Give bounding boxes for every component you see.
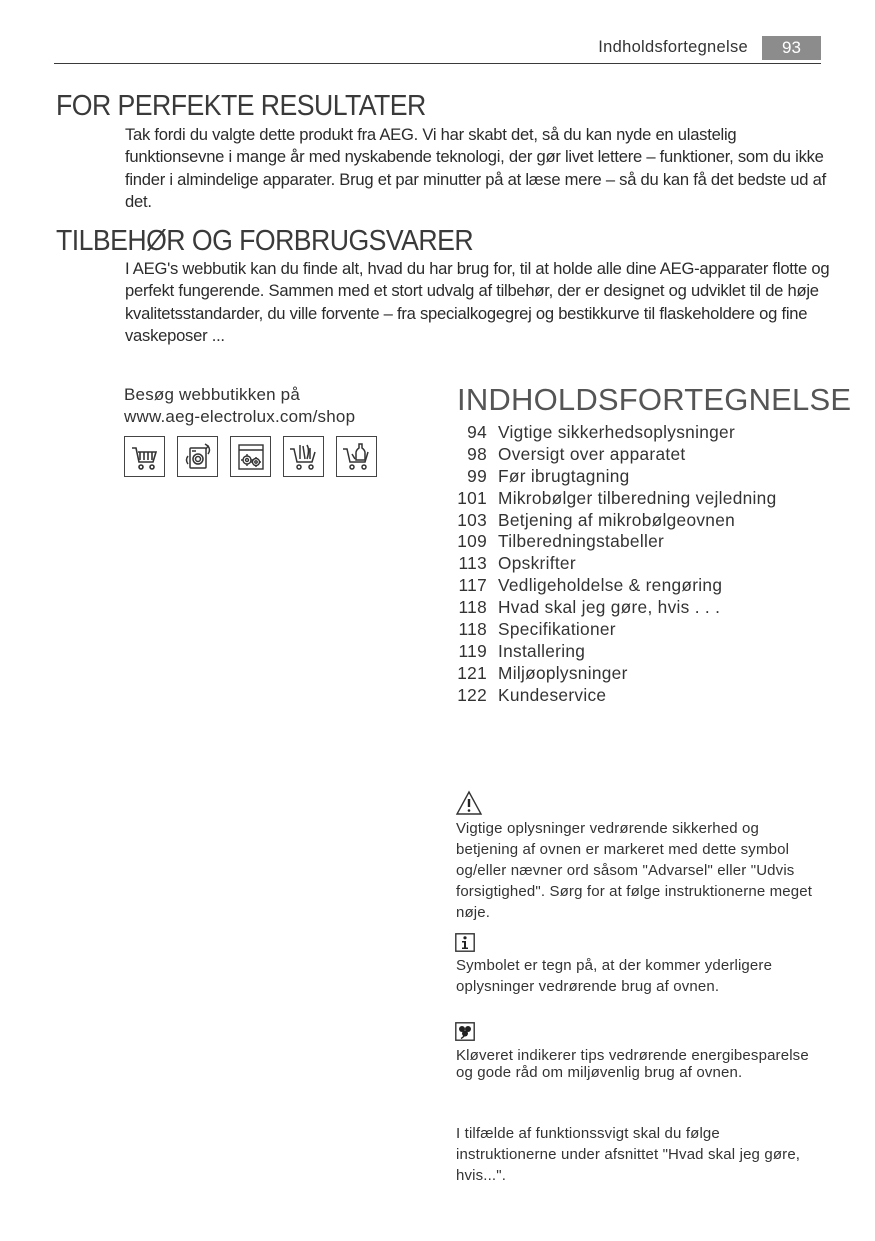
shopping-cart-icon [124,436,165,477]
toc-entry[interactable] [452,510,777,532]
section-body-accessories: I AEG's webbutik kan du finde alt, hvad du har brug for, til at holde alle dine AEG-apparater flotte og perfekt fungerende. Sammen med et stort udvalg af tilbehør, der er designet og udviklet til de høje kvalitetsstandarder, du ville forvente – fra specialkogegrej og bestikkurve til flaskeholdere og fine vaskeposer ... [125,259,830,345]
toc-label: Vigtige sikkerhedsoplysninger [498,422,736,442]
header-title: Indholdsfortegnelse [598,38,748,56]
toc-page-number: 119 [458,640,487,661]
toc-page-number: 103 [457,509,487,530]
toc-page-number: 98 [467,443,487,464]
toc-label: Miljøoplysninger [498,662,628,683]
info-note: Symbolet er tegn på, at der kommer yderligere oplysninger vedrørende brug af ovnen. [456,957,773,995]
warning-note: Vigtige oplysninger vedrørende sikkerhed og betjening af ovnen er markeret med dette symbol og/eller nævner ord såsom "Advarsel" eller "Udvis forsigtighed". Sørg for at følge instruktionerne meget nøje. [456,820,813,921]
toc-entry[interactable] [452,597,777,619]
section-heading-results: FOR PERFEKTE RESULTATER [56,90,426,122]
toc-title: INDHOLDSFORTEGNELSE [457,382,852,417]
washing-machine-icon [177,436,218,477]
toc-page-number: 117 [458,575,487,596]
toc-entry[interactable] [452,619,777,641]
toc-label: Betjening af mikrobølgeovnen [498,509,736,530]
toc-entry[interactable] [452,575,777,597]
malfunction-note: I tilfælde af funktionssvigt skal du følge instruktionerne under afsnittet "Hvad skal jeg gøre, hvis...". [456,1125,801,1184]
toc-page-number: 113 [458,553,487,574]
toc-page-number: 122 [457,684,487,705]
toc-page-number: 121 [457,662,487,683]
toc-page-number: 101 [457,487,487,508]
bottle-cart-icon [336,436,377,477]
toc-entry[interactable] [452,466,777,488]
section-body-results: Tak fordi du valgte dette produkt fra AEG. Vi har skabt det, så du kan nyde en ulastelig funktionsevne i mange år med nyskabende teknologi, der gør livet lettere – funktioner, som du ikke finder i almindelige apparater. Brug et par minutter på at læse mere – så du kan få det bedste ud af det. [125,125,826,211]
toc-label: Mikrobølger tilberedning vejledning [498,487,777,508]
page-number: 93 [762,36,821,60]
toc-list [452,422,777,707]
toc-label: Kundeservice [498,684,607,705]
shop-icons [124,436,377,477]
toc-entry[interactable] [452,422,777,444]
eco-note: Kløveret indikerer tips vedrørende energibesparelse og gode råd om miljøvenlig brug af ovnen. [456,1047,809,1081]
clover-icon [455,1022,475,1046]
toc-page-number: 94 [467,422,487,442]
shop-url[interactable]: www.aeg-electrolux.com/shop [124,407,356,426]
toc-label: Hvad skal jeg gøre, hvis . . . [498,597,721,618]
shop-visit-text [124,384,355,428]
toc-label: Før ibrugtagning [498,465,630,486]
toc-page-number: 109 [457,531,487,552]
toc-page-number: 99 [467,465,487,486]
oven-settings-icon [230,436,271,477]
toc-entry[interactable] [452,685,777,707]
toc-entry[interactable] [452,553,777,575]
shop-line-1: Besøg webbutikken på [124,385,300,404]
toc-entry[interactable] [452,488,777,510]
toc-label: Specifikationer [498,619,616,640]
toc-entry[interactable] [452,531,777,553]
toc-label: Tilberedningstabeller [498,531,665,552]
toc-label: Oversigt over apparatet [498,443,686,464]
warning-icon [455,790,483,821]
toc-entry[interactable] [452,663,777,685]
info-icon [455,933,475,957]
toc-entry[interactable] [452,444,777,466]
toc-entry[interactable] [452,641,777,663]
toc-page-number: 118 [458,619,487,640]
section-heading-accessories: TILBEHØR OG FORBRUGSVARER [56,225,474,257]
toc-label: Vedligeholdelse & rengøring [498,575,723,596]
toc-label: Installering [498,640,586,661]
toc-label: Opskrifter [498,553,576,574]
cutlery-cart-icon [283,436,324,477]
page-header [54,36,821,64]
toc-page-number: 118 [458,597,487,618]
